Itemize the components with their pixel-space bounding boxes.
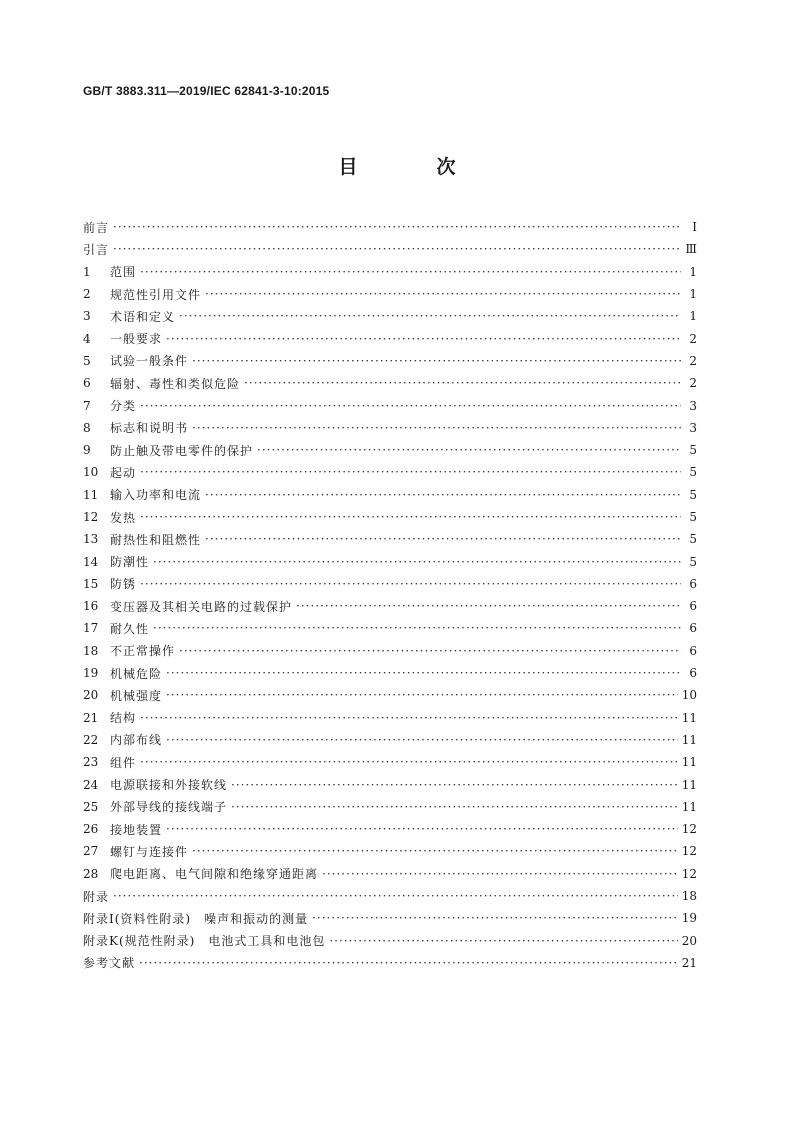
toc-dot-leader (140, 755, 678, 769)
toc-entry-number: 26 (83, 822, 99, 837)
toc-entry-page: 2 (689, 331, 697, 346)
toc-entry-page: 3 (689, 398, 697, 413)
toc-entry-page: 5 (689, 443, 697, 458)
toc-dot-leader (257, 443, 681, 457)
toc-entry-number: 3 (83, 309, 91, 324)
toc-entry-label: 电源联接和外接软线 (110, 778, 228, 793)
toc-entry-number: 9 (83, 443, 91, 458)
toc-entry-label: 组件 (110, 755, 137, 770)
toc-entry-number: 20 (83, 688, 99, 703)
toc-entry-label: 防止触及带电零件的保护 (110, 443, 254, 458)
toc-entry[interactable] (83, 327, 697, 349)
toc-entry[interactable] (83, 640, 697, 662)
table-of-contents (83, 216, 697, 974)
toc-dot-leader (140, 711, 678, 725)
toc-dot-leader (296, 599, 681, 613)
toc-entry-label: 参考文献 (83, 956, 136, 971)
toc-entry[interactable] (83, 283, 697, 305)
toc-entry-label: 输入功率和电流 (110, 488, 202, 503)
toc-entry-label: 术语和定义 (110, 309, 176, 324)
toc-entry-page: 21 (681, 955, 697, 970)
toc-entry-page: 18 (681, 889, 697, 904)
toc-dot-leader (166, 688, 678, 702)
toc-entry[interactable] (83, 394, 697, 416)
toc-dot-leader (140, 510, 681, 524)
toc-entry[interactable] (83, 863, 697, 885)
toc-entry-label: 引言 (83, 242, 110, 257)
toc-entry[interactable] (83, 796, 697, 818)
toc-entry-number: 11 (83, 487, 99, 502)
toc-entry-label: 附录 (83, 889, 110, 904)
toc-entry-label: 耐久性 (110, 621, 150, 636)
toc-entry[interactable] (83, 238, 697, 260)
toc-dot-leader (312, 911, 678, 925)
toc-entry-label: 爬电距离、电气间隙和绝缘穿通距离 (110, 867, 319, 882)
toc-entry-label: 防锈 (110, 577, 137, 592)
toc-entry[interactable] (83, 461, 697, 483)
toc-dot-leader (205, 488, 681, 502)
toc-dot-leader (140, 577, 681, 591)
toc-entry-number: 1 (83, 264, 91, 279)
toc-entry-page: 10 (681, 688, 697, 703)
toc-dot-leader (113, 889, 678, 903)
toc-entry-number: 27 (83, 844, 99, 859)
toc-dot-leader (179, 644, 681, 658)
toc-entry-label: 规范性引用文件 (110, 287, 202, 302)
toc-dot-leader (166, 733, 678, 747)
toc-entry-label: 机械危险 (110, 666, 163, 681)
toc-dot-leader (244, 376, 681, 390)
toc-entry[interactable] (83, 707, 697, 729)
toc-entry-page: 2 (689, 376, 697, 391)
toc-entry-page: 19 (681, 911, 697, 926)
toc-dot-leader (140, 399, 681, 413)
toc-entry-page: 2 (689, 353, 697, 368)
toc-entry-number: 13 (83, 532, 99, 547)
toc-entry-page: Ⅲ (685, 242, 697, 257)
toc-entry-label: 外部导线的接线端子 (110, 800, 228, 815)
toc-entry-page: 5 (689, 510, 697, 524)
toc-dot-leader (166, 332, 681, 346)
toc-entry-label: 变压器及其相关电路的过载保护 (110, 599, 293, 614)
toc-entry-page: 11 (681, 777, 697, 792)
toc-entry[interactable] (83, 261, 697, 283)
toc-entry-page: 6 (689, 666, 697, 681)
toc-entry-page: 5 (689, 487, 697, 502)
toc-entry[interactable] (83, 662, 697, 684)
toc-entry[interactable] (83, 372, 697, 394)
toc-entry-label: 内部布线 (110, 733, 163, 748)
toc-entry-number: 2 (83, 287, 91, 302)
toc-entry[interactable] (83, 952, 697, 974)
toc-entry-page: 6 (689, 621, 697, 636)
toc-dot-leader (113, 242, 681, 256)
toc-dot-leader (113, 220, 681, 234)
toc-entry-page: 5 (689, 465, 697, 480)
toc-dot-leader (140, 265, 681, 279)
toc-dot-leader (139, 956, 678, 970)
toc-dot-leader (192, 421, 681, 435)
toc-entry-page: Ⅰ (692, 220, 697, 235)
toc-entry-number: 23 (83, 755, 99, 770)
toc-entry-page: 11 (681, 799, 697, 814)
toc-entry-label: 标志和说明书 (110, 421, 189, 436)
toc-entry-page: 5 (689, 554, 697, 569)
toc-entry-page: 1 (689, 264, 697, 279)
toc-entry-number: 22 (83, 732, 99, 747)
toc-entry-page: 11 (681, 732, 697, 747)
toc-entry-label: 试验一般条件 (110, 354, 189, 369)
toc-entry[interactable] (83, 773, 697, 795)
toc-entry[interactable] (83, 684, 697, 706)
toc-dot-leader (322, 867, 678, 881)
toc-entry-page: 6 (689, 576, 697, 591)
toc-dot-leader (205, 287, 681, 301)
toc-entry[interactable] (83, 818, 697, 840)
toc-entry-page: 1 (689, 287, 697, 302)
toc-entry-number: 8 (83, 420, 91, 435)
toc-entry-label: 发热 (110, 510, 137, 525)
toc-dot-leader (231, 778, 678, 792)
toc-entry-number: 5 (83, 353, 91, 368)
toc-entry-label: 一般要求 (110, 332, 163, 347)
toc-entry[interactable] (83, 729, 697, 751)
toc-entry-label: 前言 (83, 220, 110, 235)
toc-dot-leader (329, 934, 677, 948)
toc-entry-page: 12 (681, 844, 697, 859)
toc-entry-number: 28 (83, 866, 99, 881)
toc-entry-page: 6 (689, 643, 697, 658)
toc-entry-number: 14 (83, 554, 99, 569)
toc-entry-label: 起动 (110, 465, 137, 480)
toc-dot-leader (153, 621, 681, 635)
toc-dot-leader (192, 354, 681, 368)
toc-dot-leader (205, 532, 681, 546)
toc-entry[interactable] (83, 350, 697, 372)
toc-entry-number: 10 (83, 465, 99, 480)
toc-entry-number: 16 (83, 599, 99, 614)
page-title: 目 次 (338, 156, 486, 178)
toc-entry-number: 12 (83, 510, 99, 524)
toc-dot-leader (166, 822, 678, 836)
toc-entry-label: 不正常操作 (110, 644, 176, 659)
toc-entry-label: 螺钉与连接件 (110, 844, 189, 859)
toc-entry-label: 附录K(规范性附录) 电池式工具和电池包 (83, 934, 326, 949)
toc-entry-label: 附录Ⅰ(资料性附录) 噪声和振动的测量 (83, 911, 309, 926)
toc-entry-number: 24 (83, 777, 99, 792)
toc-dot-leader (166, 666, 681, 680)
toc-entry-number: 15 (83, 576, 99, 591)
toc-dot-leader (179, 309, 681, 323)
toc-entry[interactable] (83, 930, 697, 952)
toc-entry-label: 范围 (110, 265, 137, 280)
toc-entry-number: 7 (83, 398, 91, 413)
toc-entry-label: 接地装置 (110, 822, 163, 837)
toc-entry[interactable] (83, 484, 697, 506)
toc-entry-number: 4 (83, 331, 91, 346)
toc-entry-page: 6 (689, 599, 697, 614)
toc-entry[interactable] (83, 885, 697, 907)
toc-entry-number: 6 (83, 376, 91, 391)
toc-entry[interactable] (83, 617, 697, 639)
toc-entry-page: 12 (681, 866, 697, 881)
toc-entry-label: 结构 (110, 711, 137, 726)
toc-entry[interactable] (83, 216, 697, 238)
toc-entry[interactable] (83, 439, 697, 461)
toc-entry-label: 防潮性 (110, 555, 150, 570)
toc-entry[interactable] (83, 417, 697, 439)
toc-entry-number: 19 (83, 666, 99, 681)
toc-entry-page: 20 (681, 933, 697, 948)
toc-entry-number: 18 (83, 643, 99, 658)
toc-entry-page: 5 (689, 532, 697, 547)
toc-entry-page: 12 (681, 822, 697, 837)
toc-entry[interactable] (83, 573, 697, 595)
toc-entry[interactable] (83, 528, 697, 550)
toc-entry-label: 分类 (110, 399, 137, 414)
toc-entry-number: 25 (83, 799, 99, 814)
standard-number-header: GB/T 3883.311—2019/IEC 62841-3-10:2015 (83, 84, 330, 98)
toc-entry-page: 11 (681, 710, 697, 725)
toc-entry-number: 21 (83, 710, 99, 725)
toc-dot-leader (231, 800, 678, 814)
toc-entry[interactable] (83, 751, 697, 773)
toc-entry[interactable] (83, 506, 697, 528)
toc-entry-label: 机械强度 (110, 688, 163, 703)
toc-entry-label: 耐热性和阻燃性 (110, 532, 202, 547)
toc-dot-leader (192, 844, 678, 858)
toc-entry[interactable] (83, 907, 697, 929)
toc-entry-page: 1 (689, 309, 697, 324)
toc-dot-leader (140, 465, 681, 479)
toc-entry-label: 辐射、毒性和类似危险 (110, 376, 241, 391)
toc-dot-leader (153, 555, 681, 569)
toc-entry[interactable] (83, 840, 697, 862)
toc-entry-page: 11 (681, 755, 697, 770)
toc-entry-page: 3 (689, 420, 697, 435)
toc-entry[interactable] (83, 550, 697, 572)
toc-entry-number: 17 (83, 621, 99, 636)
toc-entry[interactable] (83, 305, 697, 327)
toc-entry[interactable] (83, 595, 697, 617)
